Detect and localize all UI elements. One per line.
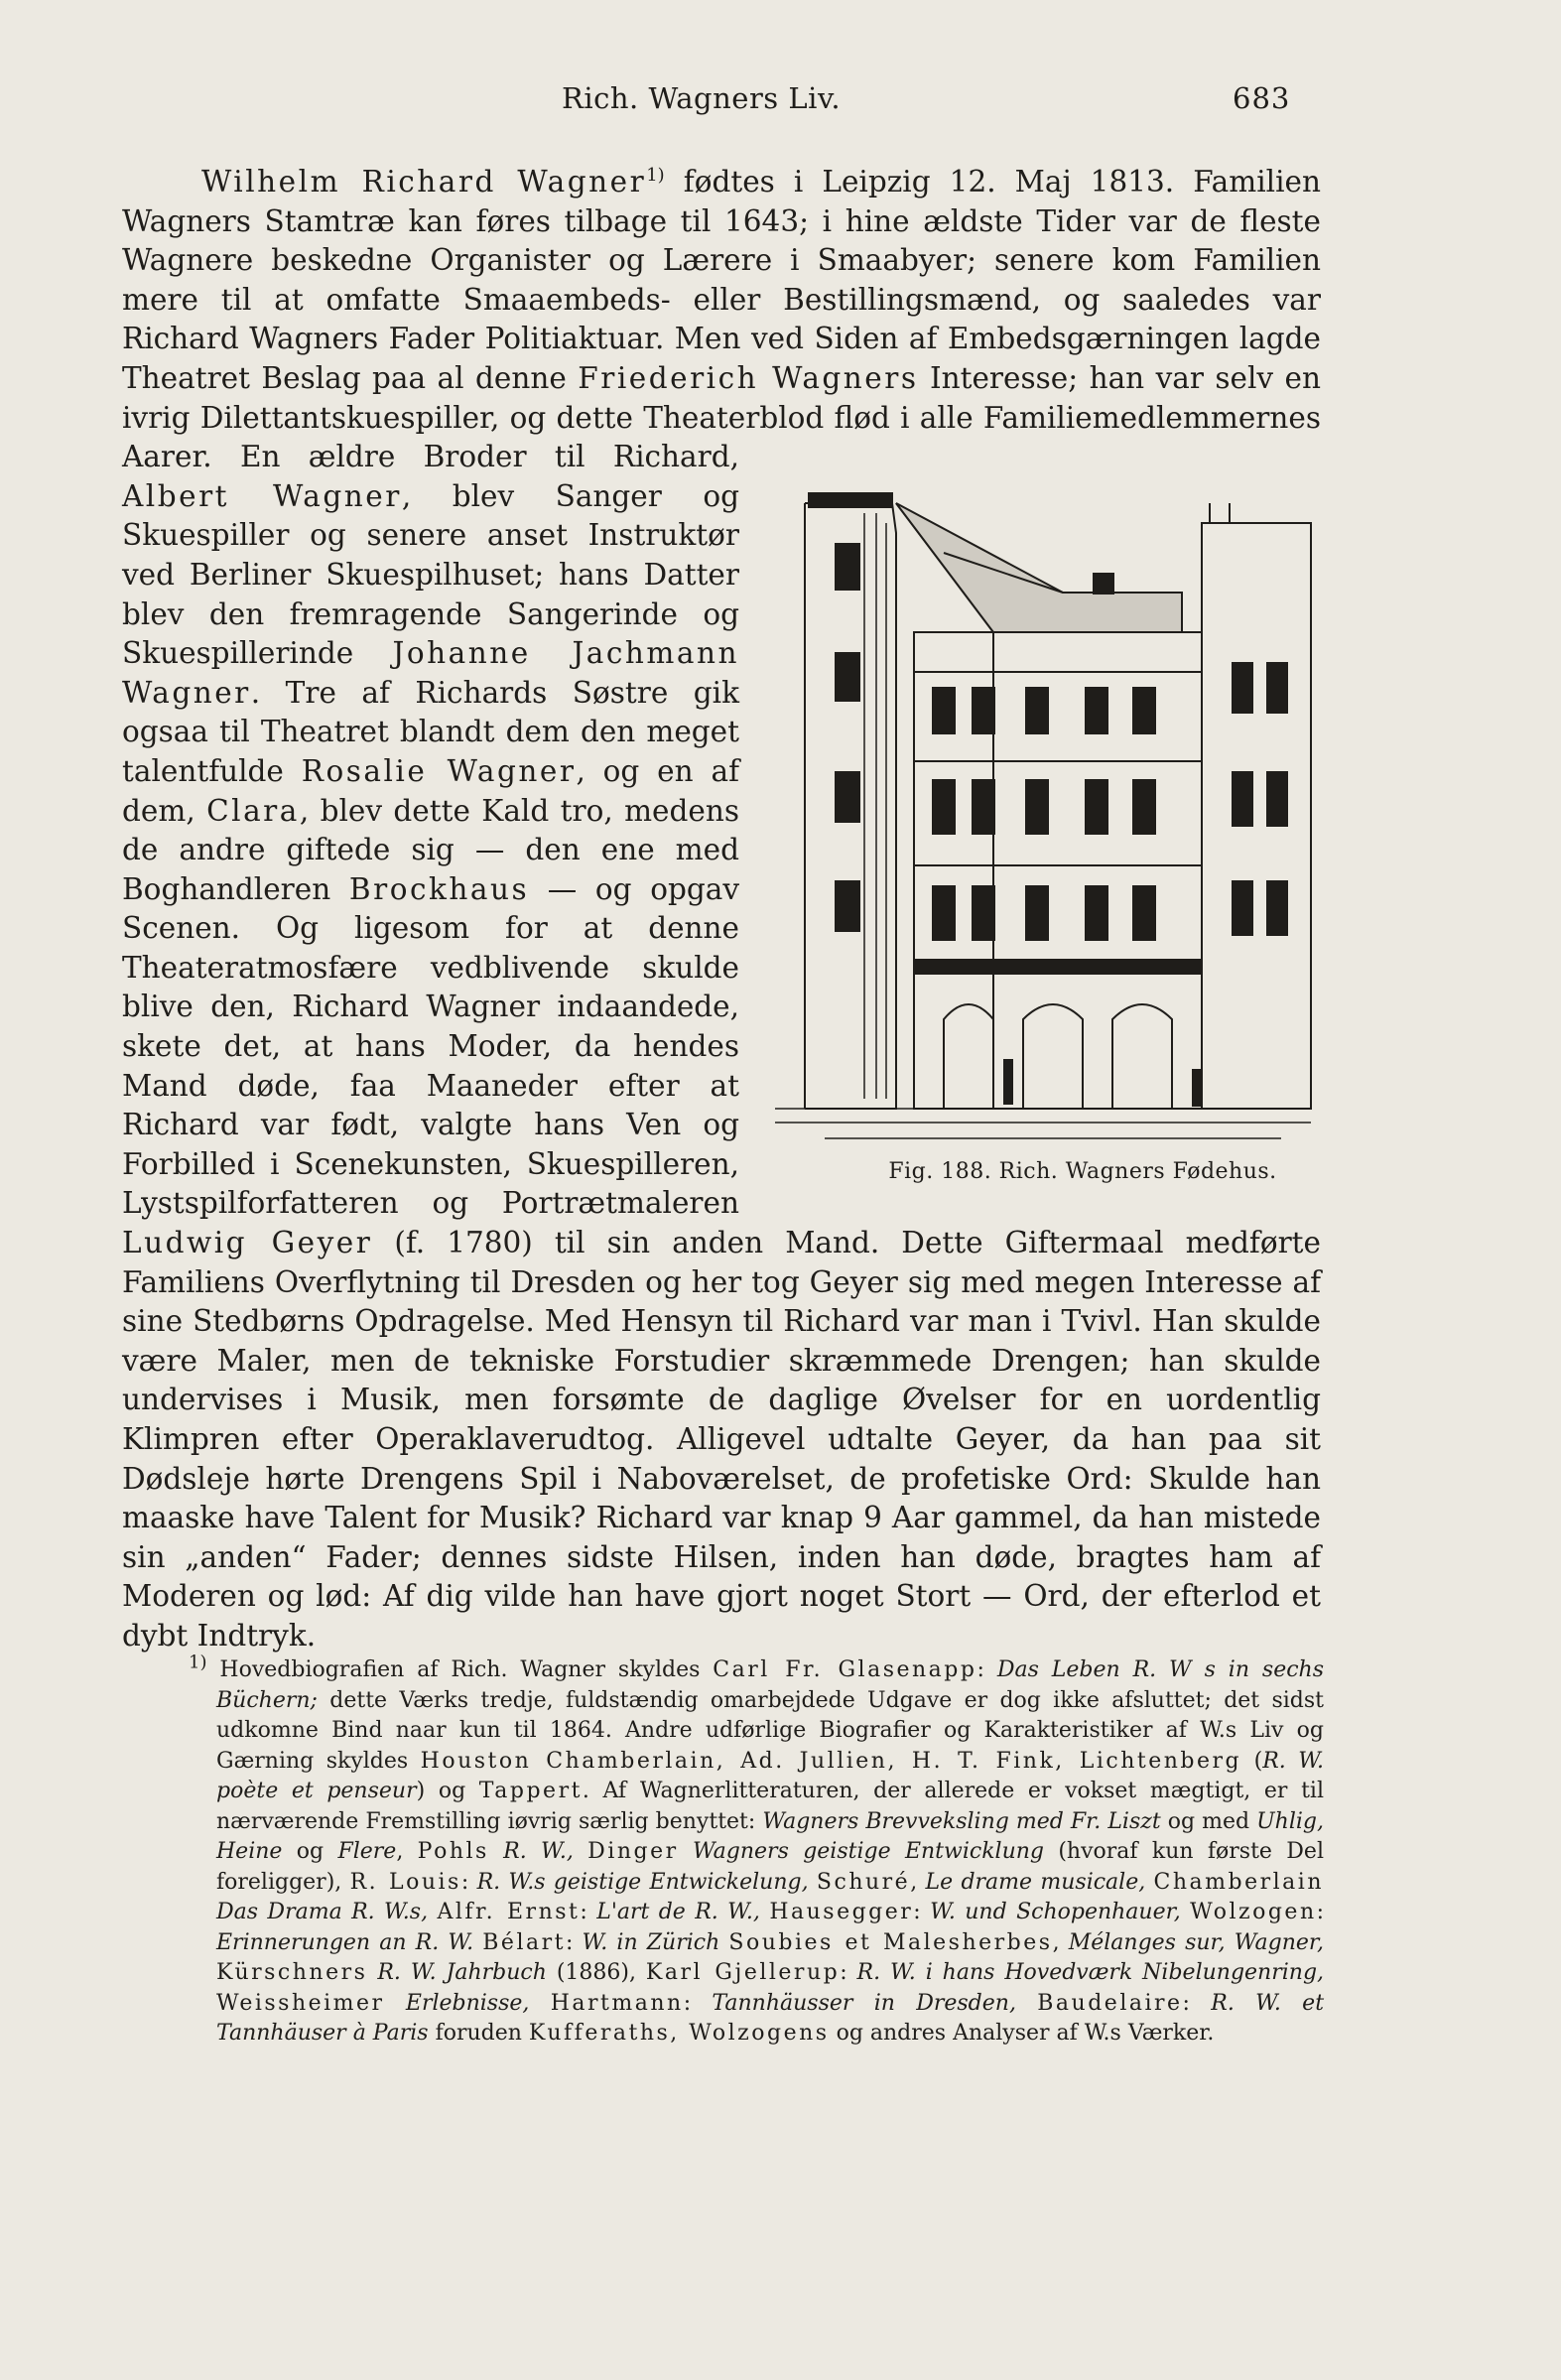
fn-text	[367, 1960, 377, 1985]
fn-title: Tannhäusser in Dresden,	[712, 1990, 1016, 2016]
fn-title: Mélanges sur, Wagner,	[1068, 1929, 1324, 1955]
fn-text: ,	[1052, 1929, 1069, 1955]
page-number: 683	[1233, 81, 1291, 115]
text-segment: (f. 1780) til sin anden Mand. Dette Giftermaal medførte Familiens Overflytning til Dresden og her tog Geyer sig med megen Interesse af sine Stedbørns Opdragelse. Med Hensyn til Richard var man i Tvivl. Han skulde være Maler, men de tekniske Forstudier skræmmede Drengen; han skulde undervises i Musik, men forsømte de daglige Øvelser for en uordentlig Klimpren efter Operaklaverudtog. Alligevel udtalte Geyer, da han paa sit Dødsleje hørte Drengens Spil i Naboværelset, de profetiske Ord: Skulde han maaske have Talent for Musik? Richard var knap 9 Aar gammel, da han mistede sin „anden“ Fader; dennes sidste Hilsen, inden han døde, bragtes ham af Moderen og lød: Af dig vilde han have gjort noget Stort — Ord, der efterlod et dybt Indtryk.	[122, 1226, 1321, 1653]
fn-title: L'art de R. W.,	[596, 1900, 760, 1924]
fn-text: . Af Wagnerlitteraturen, der allerede er vokset mægtigt, er til nærværende Fremstilling iøvrig særlig benyttet:	[216, 1779, 1324, 1834]
fn-author: Pohls	[417, 1839, 489, 1864]
name-brockhaus: Brockhaus	[348, 871, 530, 906]
fn-author: Bélart	[482, 1929, 566, 1955]
fn-text	[529, 1991, 550, 2016]
text-segment: Interesse; han var selv en ivrig Dilettantskuespiller, og dette Theaterblod flød i alle Familiemedlemmernes Aarer. En ældre Broder til Richard,	[122, 360, 1321, 474]
fn-title: Wagners Brevveksling med Fr. Liszt	[762, 1808, 1161, 1834]
figure-birthplace	[765, 463, 1321, 1190]
name-clara: Clara	[206, 793, 300, 828]
fn-title: R. W. i hans Hovedværk Nibelungenring,	[856, 1960, 1325, 1985]
footnote-marker: 1)	[189, 1652, 207, 1673]
fn-text	[574, 1839, 587, 1864]
fn-text	[1016, 1991, 1037, 2016]
fn-author: R. Louis	[349, 1869, 461, 1895]
fn-author: Tappert	[478, 1779, 583, 1803]
name-johanne-jachmann-wagner: Johanne Jachmann Wagner	[122, 636, 739, 710]
fn-title: Erlebnisse,	[405, 1990, 530, 2016]
figure-caption: Fig. 188. Rich. Wagners Fødehus.	[888, 1159, 1277, 1185]
name-albert-wagner: Albert Wagner	[122, 478, 402, 513]
fn-text: :	[976, 1657, 997, 1682]
fn-author: Soubies et Malesherbes	[728, 1929, 1053, 1955]
fn-text: og	[282, 1839, 338, 1864]
fn-text: og andres Analyser af W.s Værker.	[829, 2021, 1215, 2046]
fn-text: (1886),	[546, 1960, 646, 1985]
fn-text: og med	[1160, 1808, 1257, 1834]
fn-text: :	[1316, 1900, 1325, 1924]
fn-author: Carl Fr. Glasenapp	[713, 1657, 977, 1682]
fn-text	[489, 1839, 503, 1864]
name-friederich-wagner: Friederich Wagners	[578, 360, 919, 395]
name-rosalie-wagner: Rosalie Wagner	[301, 753, 577, 788]
fn-text	[760, 1900, 769, 1924]
fn-author: Kürschners	[216, 1960, 368, 1985]
fn-author: Dinger	[587, 1839, 679, 1864]
body-text	[122, 163, 1321, 1656]
fn-text: Hovedbiografien af Rich. Wagner skyldes	[206, 1657, 714, 1682]
fn-author: Hausegger	[769, 1900, 914, 1924]
birthplace-illustration	[765, 463, 1321, 1148]
fn-author: Kufferaths, Wolzogens	[528, 2021, 830, 2046]
fn-title: R. W.s geistige Entwickelung,	[476, 1869, 809, 1895]
text-segment: — og opgav Scenen. Og ligesom for at denne Theateratmosfære vedblivende skulde blive den, Richard Wagner indaandede, skete det, at hans Moder, da hendes Mand døde, faa Maaneder efter at Richard var født, valgte hans Ven og Forbilled i Scenekunsten, Skuespilleren, Lystspilforfatteren og Portrætmaleren	[122, 871, 740, 1221]
fn-text: :	[580, 1900, 597, 1924]
fn-author: Karl Gjellerup	[645, 1960, 841, 1985]
fn-text: :	[565, 1929, 583, 1955]
fn-author: Houston Chamberlain, Ad. Jullien, H. T. Fink, Lichtenberg	[420, 1748, 1242, 1774]
fn-author: Chamberlain	[1153, 1869, 1325, 1895]
fn-author: Weissheimer	[216, 1990, 385, 2016]
fn-author: Alfr. Ernst	[437, 1900, 581, 1924]
footnote-paragraph	[189, 1652, 1325, 2049]
fn-title: Wagners geistige Entwicklung	[692, 1839, 1044, 1864]
fn-title: W. in Zürich	[582, 1929, 720, 1955]
fn-title: R. W. et Tannhäuser à Paris	[216, 1990, 1325, 2046]
fn-text: ,	[396, 1839, 418, 1864]
name-ludwig-geyer: Ludwig Geyer	[122, 1226, 373, 1260]
footnote-ref: 1)	[646, 165, 665, 187]
fn-title: R. W.,	[503, 1839, 574, 1864]
fn-text: ,	[910, 1869, 926, 1895]
fn-title: R. W. poète et penseur	[216, 1748, 1324, 1803]
fn-author: Wolzogen	[1190, 1900, 1317, 1924]
text-segment: , og en af dem,	[122, 753, 739, 828]
fn-text	[1181, 1900, 1190, 1924]
fn-text: dette Værks tredje, fuldstændig omarbejdede Udgave er dog ikke afsluttet; det sidst udkomne Bind naar kun til 1864. Andre udførlige Biografier og Karakteristiker af W.s Liv og Gærning skyldes	[216, 1687, 1324, 1774]
fn-author: Schuré	[816, 1869, 911, 1895]
name-wilhelm-richard-wagner: Wilhelm Richard Wagner	[201, 165, 647, 198]
fn-text: (	[1241, 1748, 1263, 1774]
fn-text: :	[1182, 1990, 1212, 2016]
running-title: Rich. Wagners Liv.	[562, 81, 842, 115]
fn-text: :	[683, 1990, 713, 2016]
fn-text: :	[840, 1960, 857, 1985]
fn-text	[473, 1930, 482, 1955]
fn-author: Hartmann	[550, 1990, 684, 2016]
fn-text: (hvoraf kun første Del foreligger),	[216, 1839, 1324, 1895]
fn-text: :	[913, 1900, 931, 1924]
fn-text	[385, 1991, 406, 2016]
fn-text: :	[460, 1869, 477, 1895]
fn-text: ) og	[416, 1779, 479, 1803]
main-paragraph	[122, 163, 1321, 1656]
fn-title: Uhlig, Heine	[216, 1808, 1324, 1864]
fn-author: Baudelaire	[1037, 1990, 1183, 2016]
fn-text	[809, 1870, 817, 1895]
footnote	[189, 1652, 1325, 2049]
text-segment: , blev dette Kald tro, medens de andre giftede sig — den ene med Boghandleren	[122, 793, 739, 906]
fn-text	[679, 1839, 693, 1864]
fn-title: Erinnerungen an R. W.	[216, 1929, 474, 1955]
running-head	[0, 81, 1561, 121]
text-segment: fødtes i Leipzig 12. Maj 1813. Familien Wagners Stamtræ kan føres tilbage til 1643; i hine ældste Tider var de fleste Wagnere beskedne Organister og Lærere i Smaabyer; senere kom Familien mere til at omfatte Smaaembeds- eller Bestillingsmænd, og saaledes var Richard Wagners Fader Politiaktuar. Men ved Siden af Embedsgærningen lagde Theatret Beslag paa al denne	[122, 165, 1321, 395]
fn-title: Das Drama R. W.s,	[216, 1900, 429, 1924]
fn-title: R. W. Jahrbuch	[377, 1960, 547, 1985]
fn-text	[1145, 1870, 1153, 1895]
fn-title: Le drame musicale,	[925, 1869, 1146, 1895]
fn-title: Flere	[337, 1839, 397, 1864]
fn-title: W. und Schopenhauer,	[930, 1900, 1181, 1924]
fn-text: foruden	[428, 2021, 529, 2046]
text-segment: . Tre af Richards Søstre gik ogsaa til Theatret blandt dem den meget talentfulde	[122, 675, 739, 788]
text-segment: , blev Sanger og Skuespiller og senere anset Instruktør ved Berliner Skuespilhuset; hans Datter blev den fremragende Sangerinde og Skuespillerinde	[122, 478, 740, 671]
fn-title: Das Leben R. W s in sechs Büchern;	[216, 1657, 1324, 1713]
